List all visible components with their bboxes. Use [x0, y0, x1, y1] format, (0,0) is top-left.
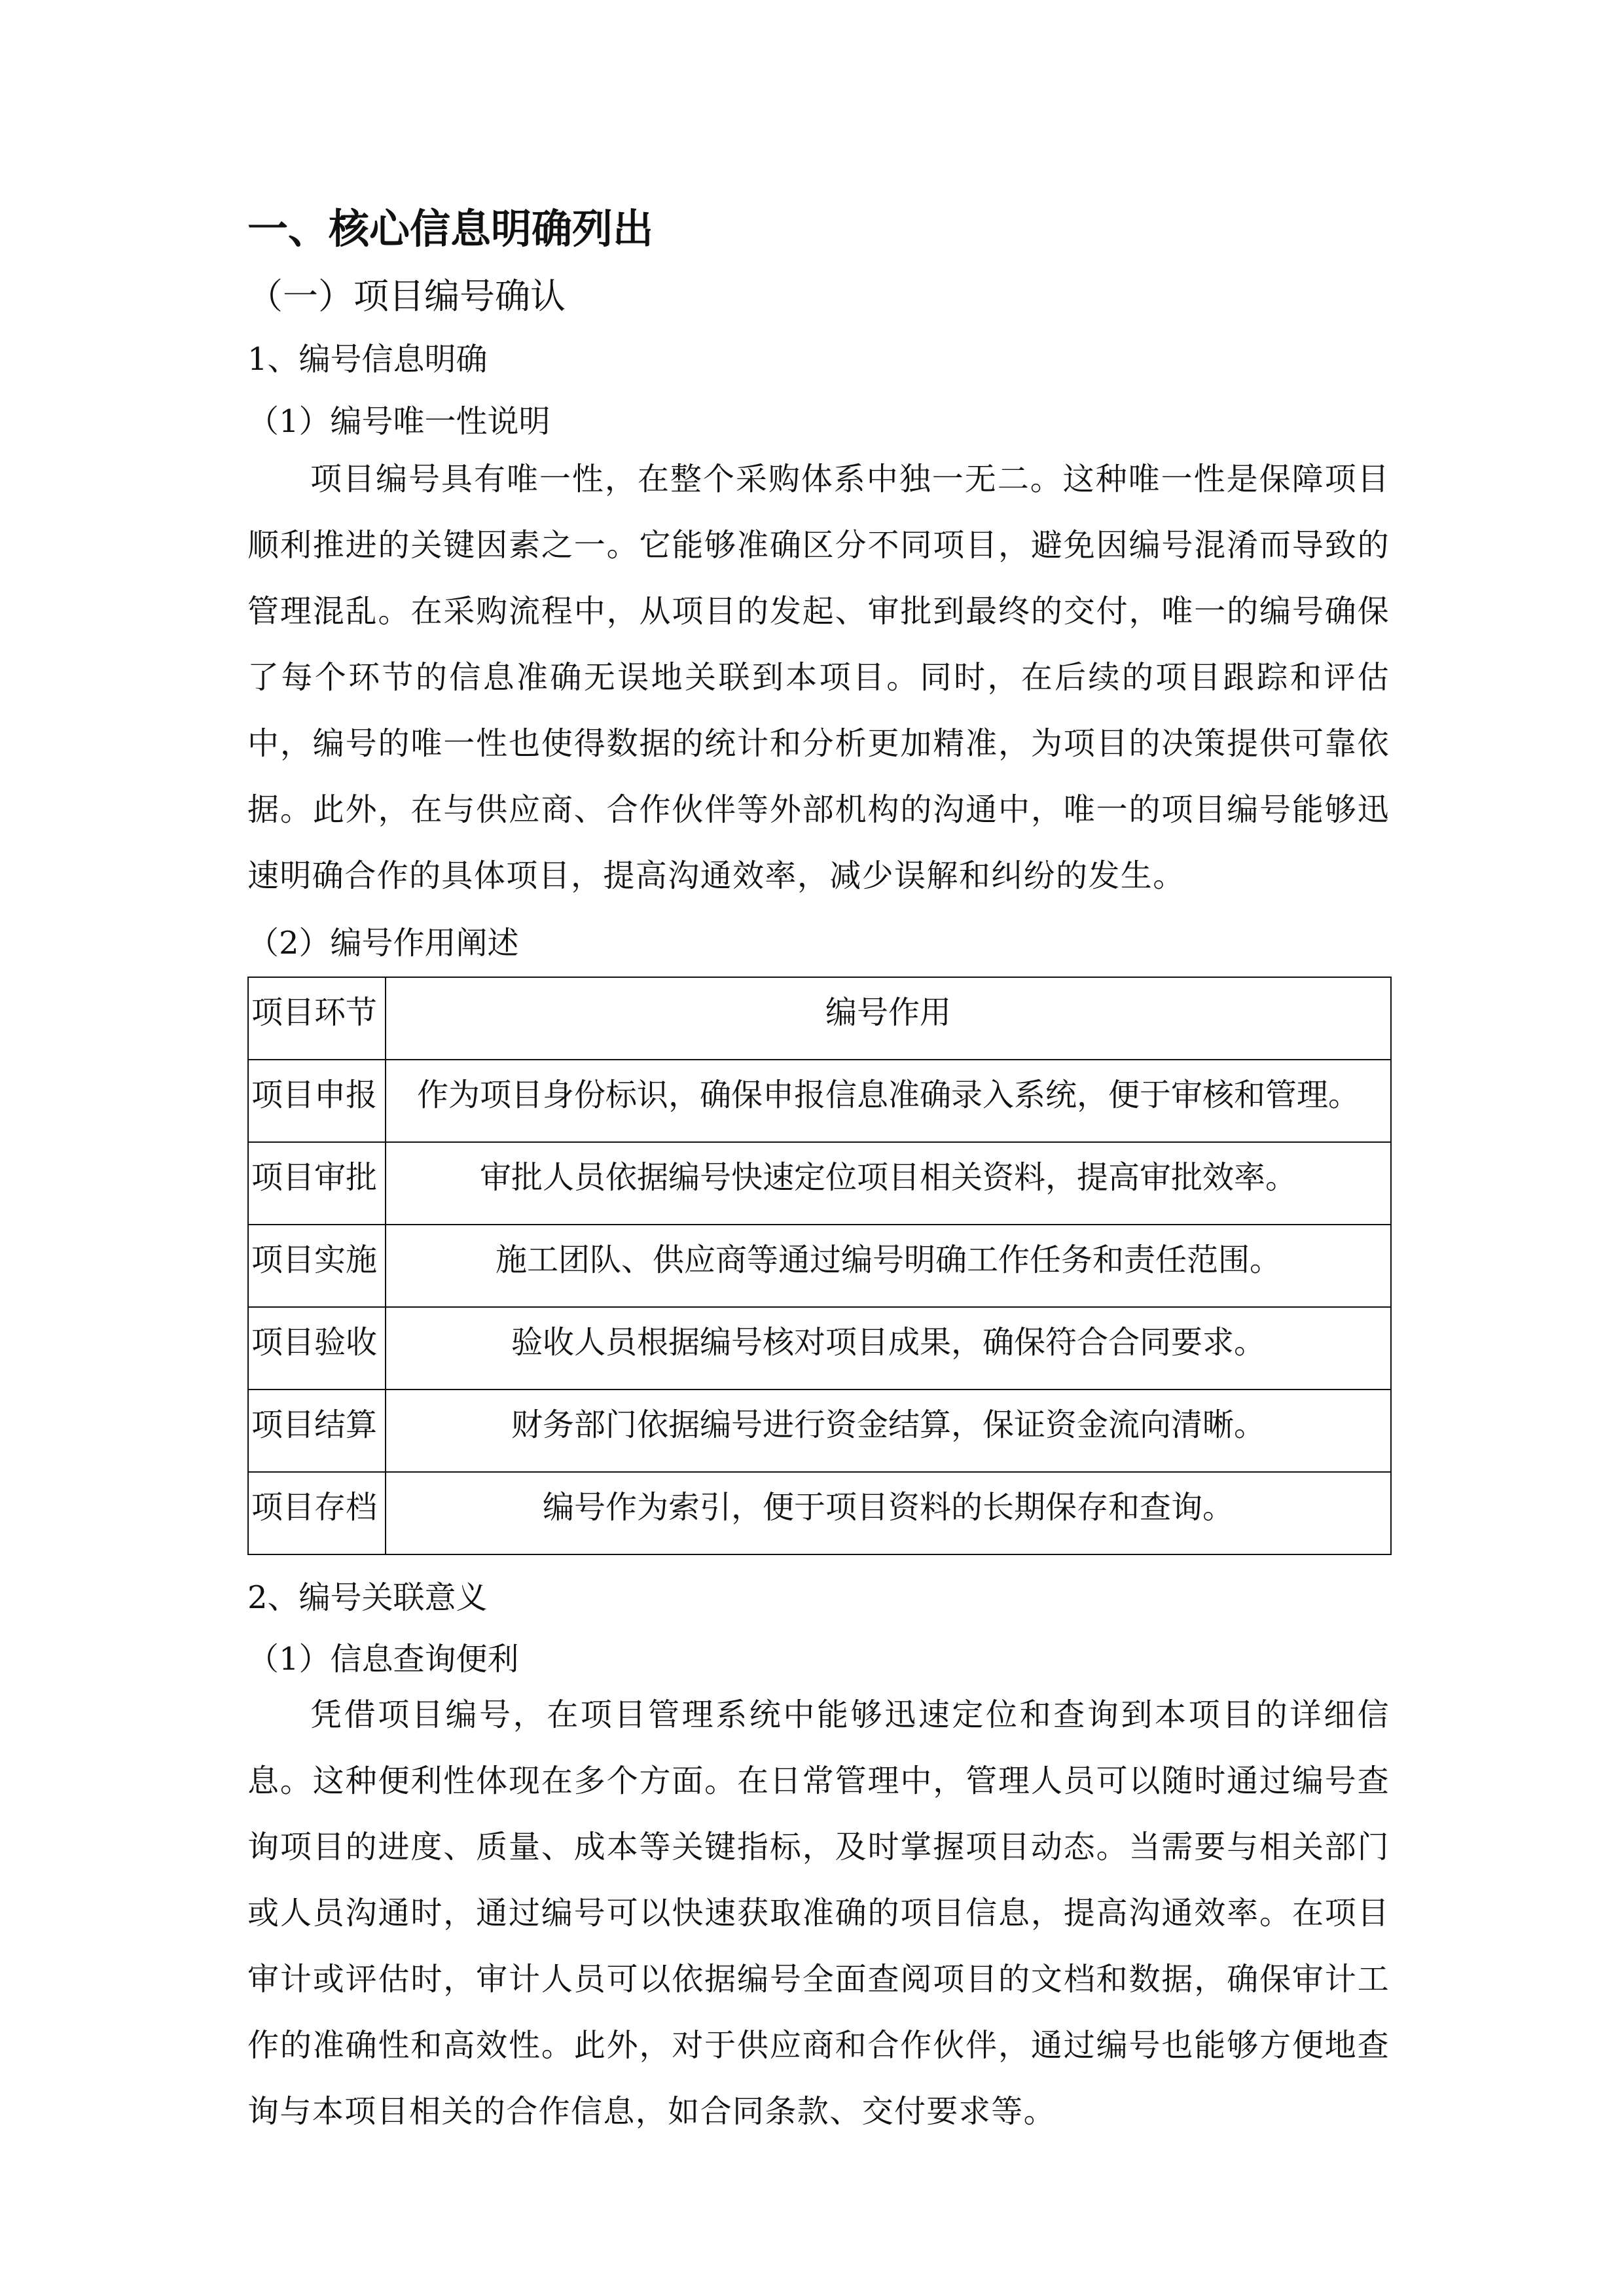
table-cell-stage: 项目实施 [248, 1225, 386, 1307]
paragraph-uniqueness: 项目编号具有唯一性，在整个采购体系中独一无二。这种唯一性是保障项目顺利推进的关键因素之一。它能够准确区分不同项目，避免因编号混淆而导致的管理混乱。在采购流程中，从项目的发起、审批到最终的交付，唯一的编号确保了每个环节的信息准确无误地关联到本项目。同时，在后续的项目跟踪和评估中，编号的唯一性也使得数据的统计和分析更加精准，为项目的决策提供可靠依据。此外，在与供应商、合作伙伴等外部机构的沟通中，唯一的项目编号能够迅速明确合作的具体项目，提高沟通效率，减少误解和纠纷的发生。 [247, 461, 1390, 894]
table-row [248, 1472, 1391, 1554]
table-cell-stage: 项目验收 [248, 1307, 386, 1390]
table-cell-stage: 项目审批 [248, 1142, 386, 1225]
table-cell-function: 编号作为索引，便于项目资料的长期保存和查询。 [386, 1472, 1391, 1554]
table-cell-function: 施工团队、供应商等通过编号明确工作任务和责任范围。 [386, 1225, 1391, 1307]
table-row [248, 1225, 1391, 1307]
table-cell-function: 验收人员根据编号核对项目成果，确保符合合同要求。 [386, 1307, 1391, 1390]
table-row [248, 1142, 1391, 1225]
table-header-row [248, 977, 1391, 1060]
table-row [248, 1307, 1391, 1390]
paragraph-query-convenience: 凭借项目编号，在项目管理系统中能够迅速定位和查询到本项目的详细信息。这种便利性体现在多个方面。在日常管理中，管理人员可以随时通过编号查询项目的进度、质量、成本等关键指标，及时掌握项目动态。当需要与相关部门或人员沟通时，通过编号可以快速获取准确的项目信息，提高沟通效率。在项目审计或评估时，审计人员可以依据编号全面查阅项目的文档和数据，确保审计工作的准确性和高效性。此外，对于供应商和合作伙伴，通过编号也能够方便地查询与本项目相关的合作信息，如合同条款、交付要求等。 [247, 1696, 1390, 2130]
subsection-heading: （一）项目编号确认 [247, 276, 566, 317]
item-heading-1: 1、编号信息明确 [247, 341, 488, 378]
table-cell-stage: 项目存档 [248, 1472, 386, 1554]
section-heading: 一、核心信息明确列出 [247, 205, 654, 253]
table-header-cell: 编号作用 [386, 977, 1391, 1060]
table-cell-stage: 项目申报 [248, 1060, 386, 1142]
table-row [248, 1060, 1391, 1142]
subitem-heading-2-1: （1）信息查询便利 [247, 1641, 519, 1677]
number-function-table [247, 977, 1392, 1555]
subitem-heading-1-1: （1）编号唯一性说明 [247, 403, 550, 440]
subitem-heading-1-2: （2）编号作用阐述 [247, 925, 519, 961]
table-cell-function: 财务部门依据编号进行资金结算，保证资金流向清晰。 [386, 1390, 1391, 1472]
table-cell-function: 审批人员依据编号快速定位项目相关资料，提高审批效率。 [386, 1142, 1391, 1225]
table-cell-stage: 项目结算 [248, 1390, 386, 1472]
table-row [248, 1390, 1391, 1472]
table-header-cell: 项目环节 [248, 977, 386, 1060]
table-cell-function: 作为项目身份标识，确保申报信息准确录入系统，便于审核和管理。 [386, 1060, 1391, 1142]
item-heading-2: 2、编号关联意义 [247, 1579, 488, 1616]
